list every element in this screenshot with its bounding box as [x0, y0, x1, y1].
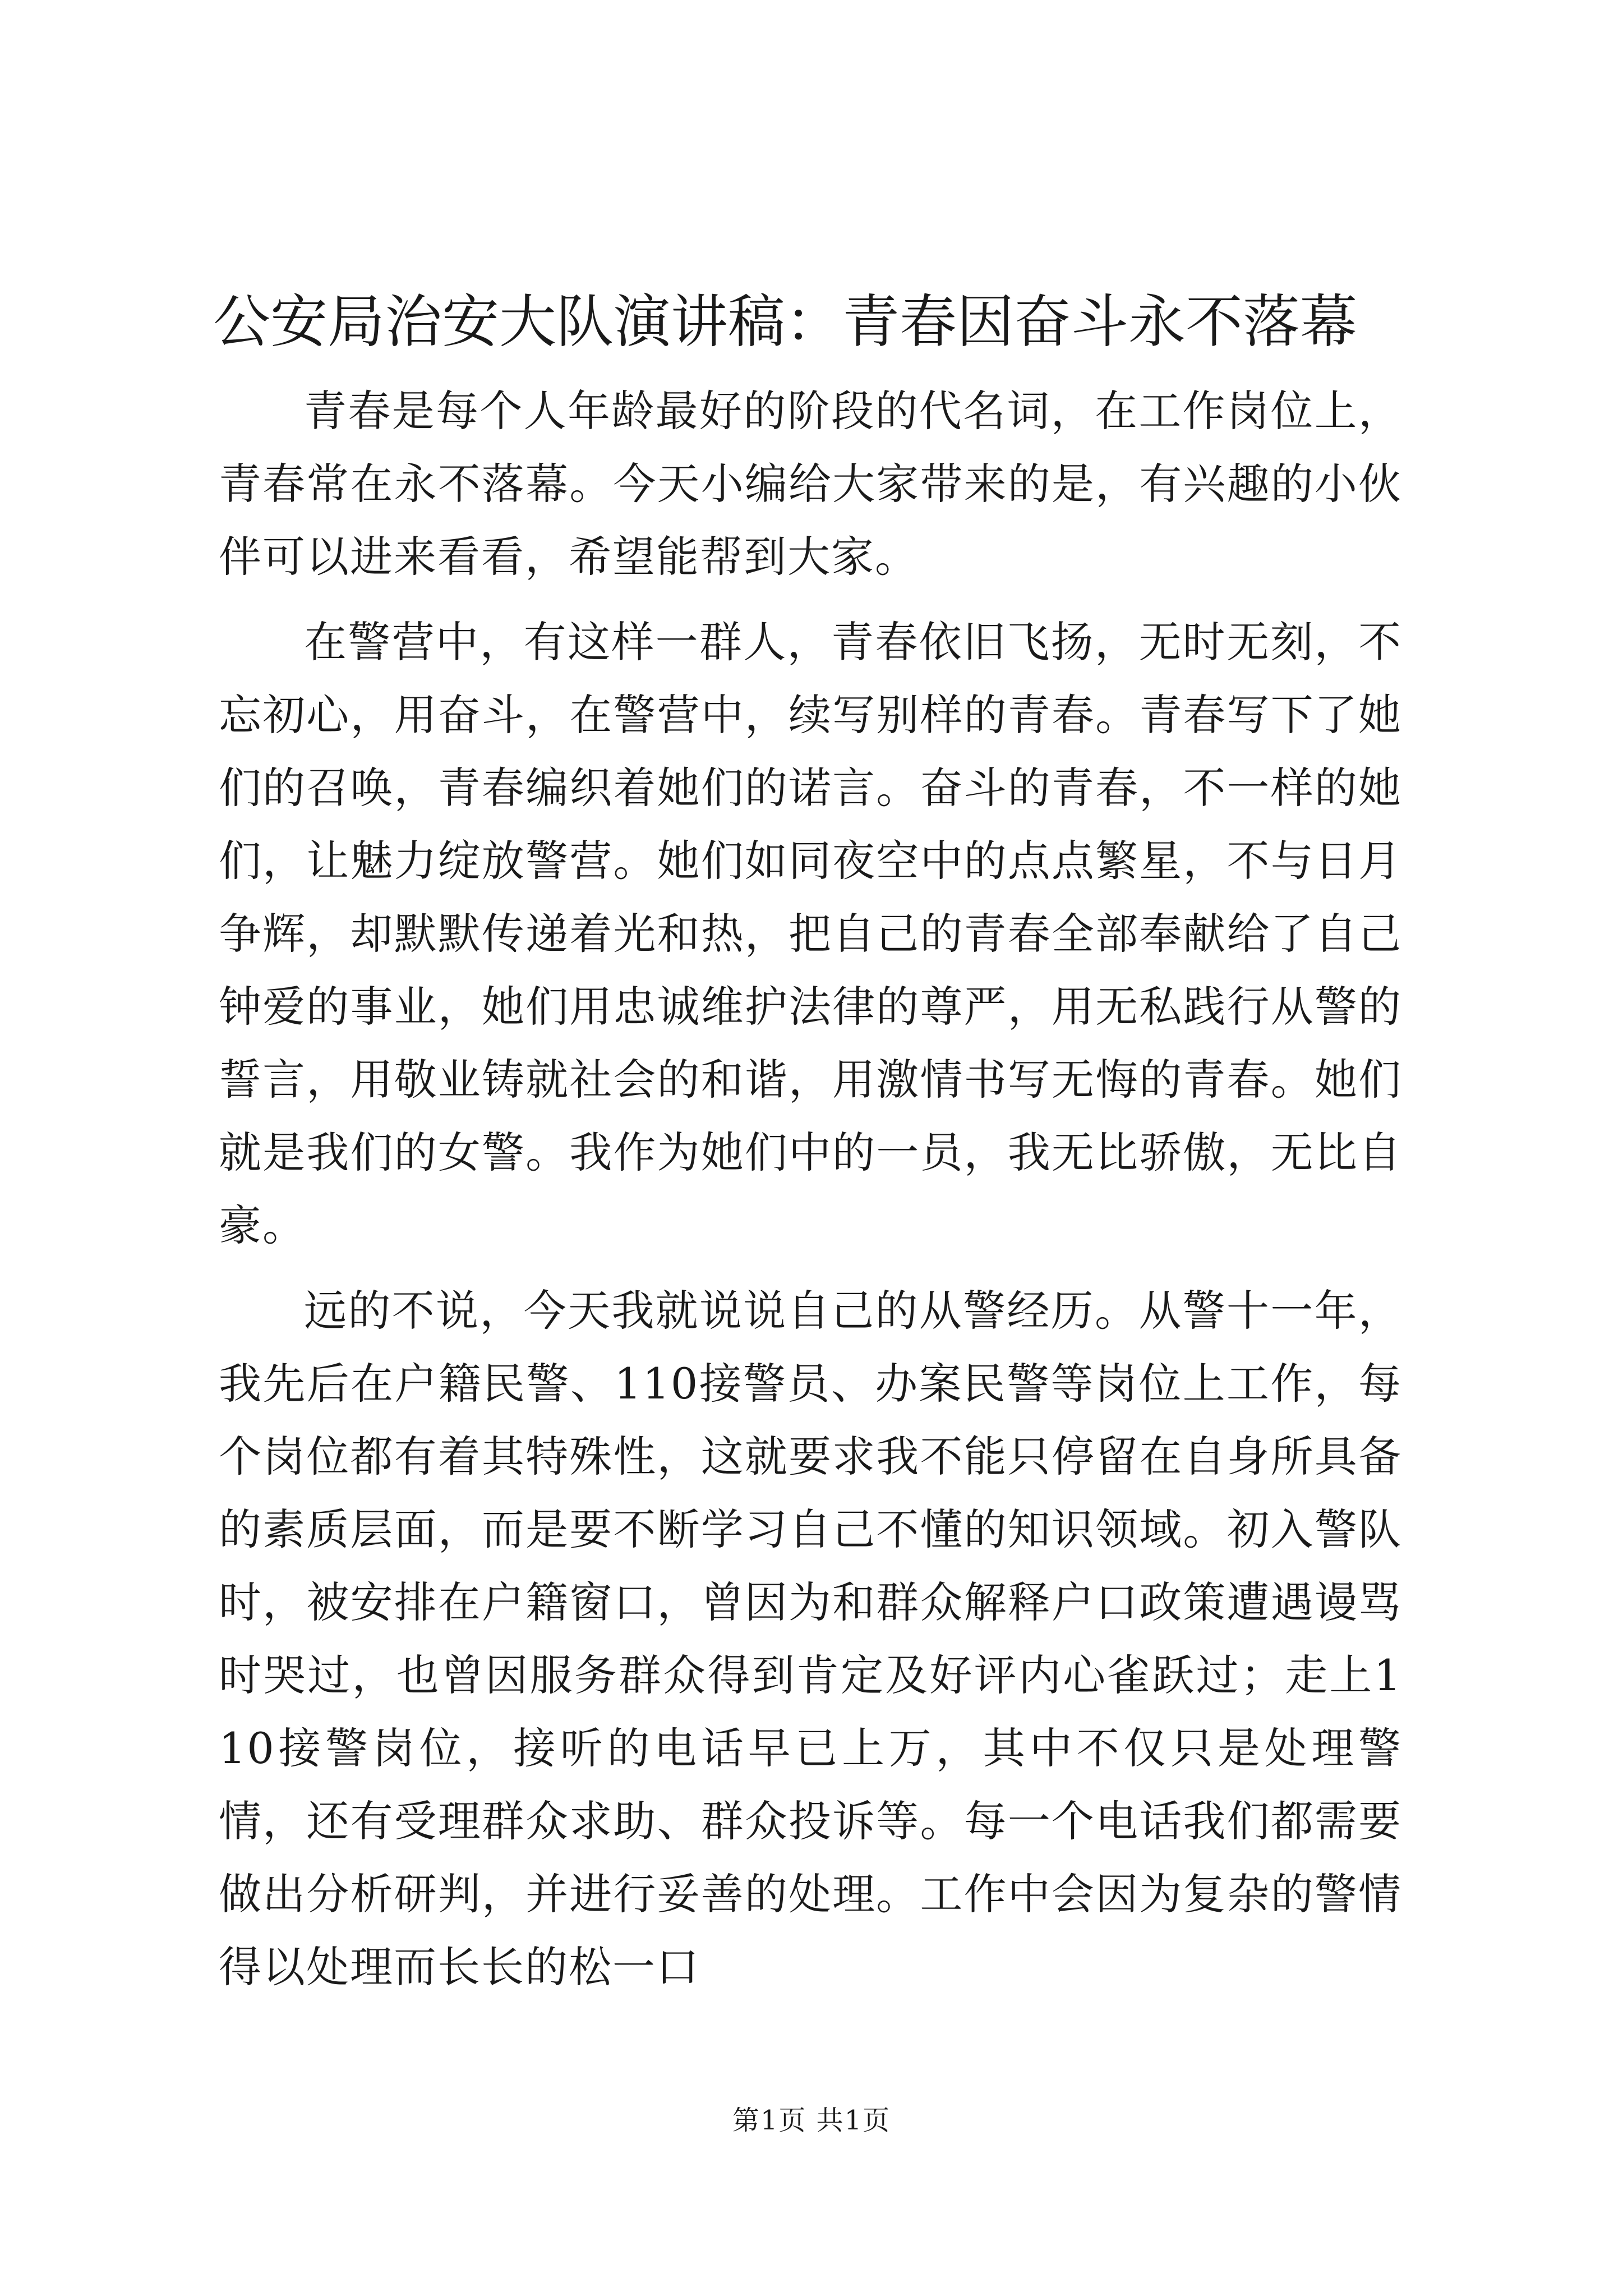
document-title: 公安局治安大队演讲稿：青春因奋斗永不落幕 [213, 289, 1357, 356]
paragraph-3: 远的不说，今天我就说说自己的从警经历。从警十一年，我先后在户籍民警、110接警员、办案民警等岗位上工作，每个岗位都有着其特殊性，这就要求我不能只停留在自身所具备的素质层面，而是要不断学习自己不懂的知识领域。初入警队时，被安排在户籍窗口，曾因为和群众解释户口政策遭遇谩骂时哭过，也曾因服务群众得到肯定及好评内心雀跃过；走上110接警岗位，接听的电话早已上万，其中不仅只是处理警情，还有受理群众求助、群众投诉等。每一个电话我们都需要做出分析研判，并进行妥善的处理。工作中会因为复杂的警情得以处理而长长的松一口 [219, 1286, 1402, 1992]
paragraph-2: 在警营中，有这样一群人，青春依旧飞扬，无时无刻，不忘初心，用奋斗，在警营中，续写别样的青春。青春写下了她们的召唤，青春编织着她们的诺言。奋斗的青春，不一样的她们，让魅力绽放警营。她们如同夜空中的点点繁星，不与日月争辉，却默默传递着光和热，把自己的青春全部奉献给了自己钟爱的事业，她们用忠诚维护法律的尊严，用无私践行从警的誓言，用敬业铸就社会的和谐，用激情书写无悔的青春。她们就是我们的女警。我作为她们中的一员，我无比骄傲，无比自豪。 [219, 617, 1402, 1250]
paragraph-1: 青春是每个人年龄最好的阶段的代名词，在工作岗位上，青春常在永不落幕。今天小编给大家带来的是，有兴趣的小伙伴可以进来看看，希望能帮到大家。 [219, 386, 1402, 582]
page-footer: 第1页 共1页 [732, 2105, 891, 2136]
document-body [219, 375, 1402, 2016]
